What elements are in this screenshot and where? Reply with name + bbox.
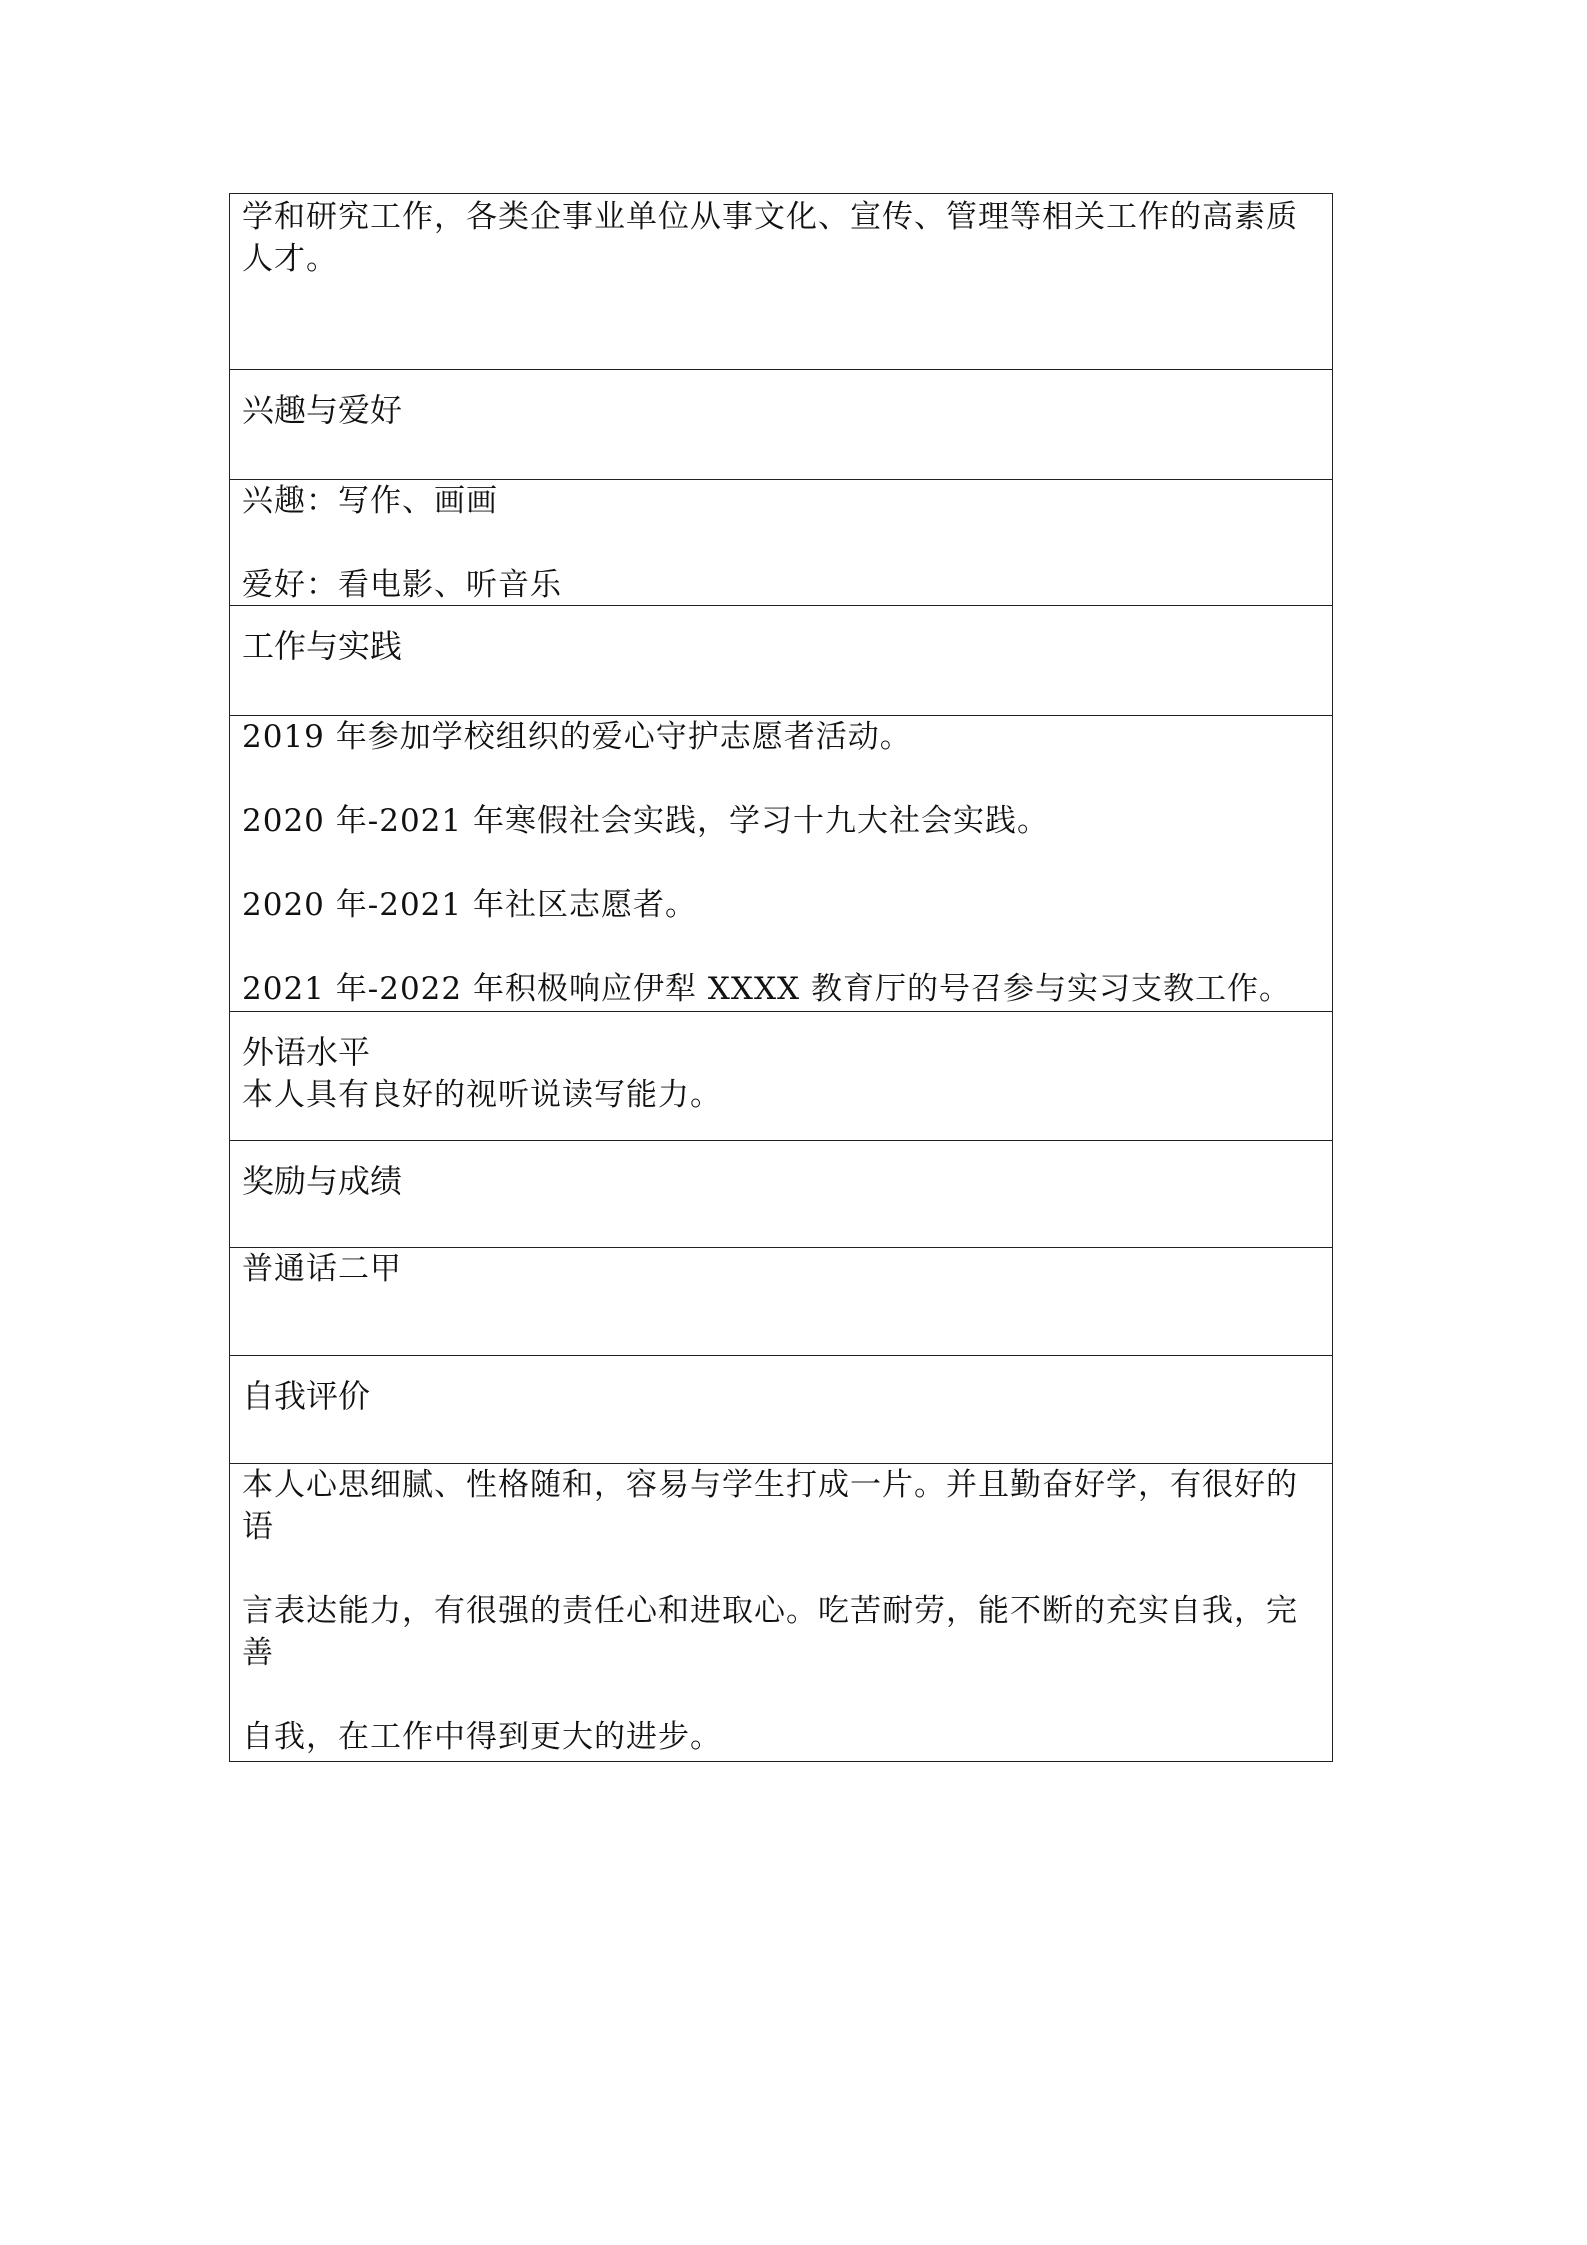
section-heading-awards xyxy=(230,1140,1332,1247)
interest-line: 兴趣：写作、画画 xyxy=(242,483,498,519)
self-eval-line: 言表达能力，有很强的责任心和进取心。吃苦耐劳，能不断的充实自我，完 xyxy=(242,1593,1298,1629)
intro-line: 学和研究工作，各类企事业单位从事文化、宣传、管理等相关工作的高素质 xyxy=(242,199,1298,235)
practice-item: 2021 年-2022 年积极响应伊犁 XXXX 教育厅的号召参与实习支教工作。 xyxy=(242,971,1291,1007)
section-title: 工作与实践 xyxy=(242,627,403,665)
awards-cell xyxy=(230,1247,1332,1355)
practice-item: 2019 年参加学校组织的爱心守护志愿者活动。 xyxy=(242,719,912,755)
self-eval-cell xyxy=(230,1463,1332,1761)
interests-cell xyxy=(230,479,1332,605)
intro-cell xyxy=(230,194,1332,369)
section-heading-interests xyxy=(230,369,1332,479)
self-eval-line: 善 xyxy=(242,1635,274,1671)
self-eval-line: 本人心思细腻、性格随和，容易与学生打成一片。并且勤奋好学，有很好的 xyxy=(242,1467,1298,1503)
language-cell xyxy=(230,1011,1332,1140)
practice-item: 2020 年-2021 年社区志愿者。 xyxy=(242,887,697,923)
award-text: 普通话二甲 xyxy=(242,1251,402,1287)
language-text: 本人具有良好的视听说读写能力。 xyxy=(242,1077,722,1113)
section-title: 自我评价 xyxy=(242,1377,371,1415)
practice-item: 2020 年-2021 年寒假社会实践，学习十九大社会实践。 xyxy=(242,803,1049,839)
practice-cell xyxy=(230,715,1332,1011)
section-title: 兴趣与爱好 xyxy=(242,391,403,429)
self-eval-line: 语 xyxy=(242,1509,274,1545)
section-title: 外语水平 xyxy=(242,1033,371,1071)
resume-table xyxy=(229,193,1333,1762)
section-title: 奖励与成绩 xyxy=(242,1162,403,1200)
section-heading-self-eval xyxy=(230,1355,1332,1463)
self-eval-line: 自我，在工作中得到更大的进步。 xyxy=(242,1719,722,1755)
intro-line: 人才。 xyxy=(242,241,338,277)
section-heading-practice xyxy=(230,605,1332,715)
hobby-line: 爱好：看电影、听音乐 xyxy=(242,567,562,603)
